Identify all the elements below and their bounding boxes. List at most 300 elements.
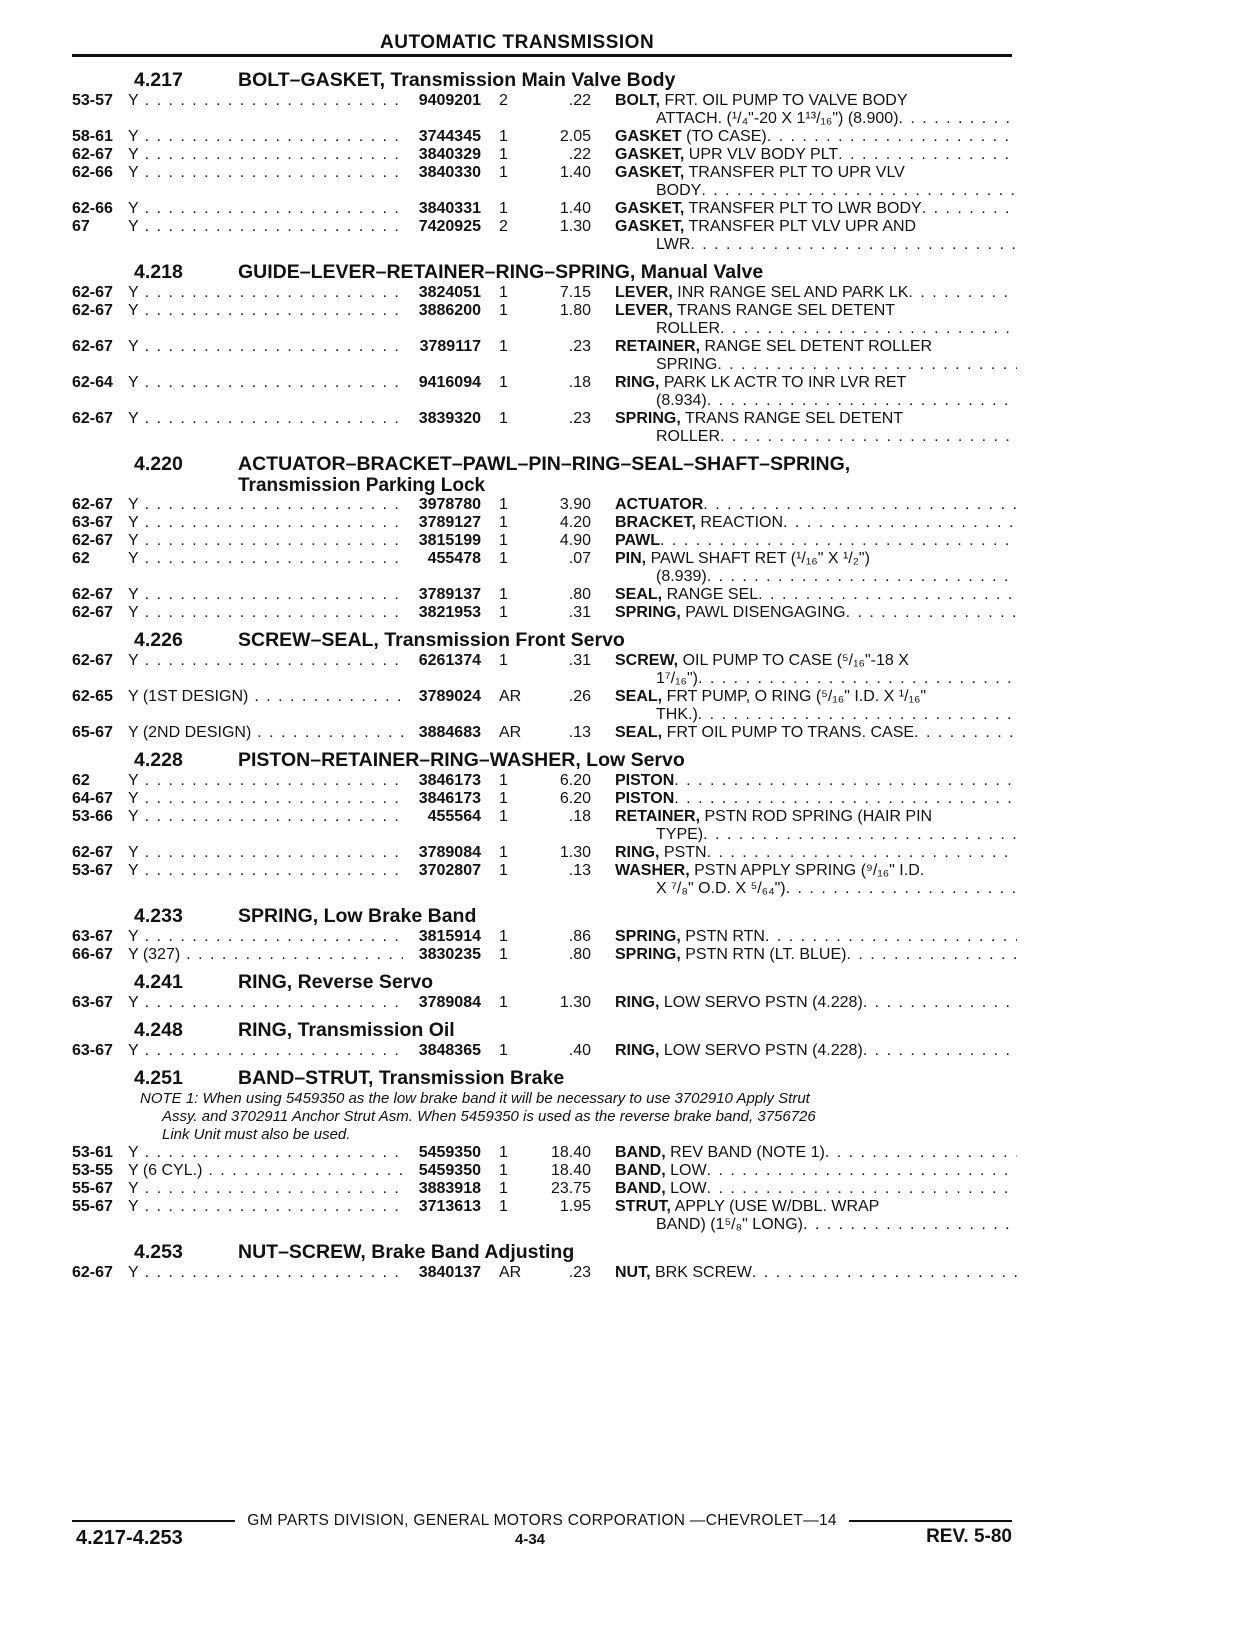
footer-revision: REV. 5-80 <box>926 1526 1012 1547</box>
part-description-text <box>615 994 863 1012</box>
dot-leader <box>698 670 1017 688</box>
quantity: 1 <box>499 302 508 319</box>
dot-leader <box>717 356 1017 374</box>
part-detail: FRT OIL PUMP TO TRANS. CASE <box>662 724 915 741</box>
part-row <box>72 724 1017 742</box>
section-title: SCREW–SEAL, Transmission Front Servo <box>238 629 625 651</box>
dot-leader <box>707 568 1017 586</box>
dot-leader <box>701 182 1017 200</box>
part-row <box>72 200 1017 218</box>
part-description <box>615 514 1017 532</box>
model-code-text: Y <box>128 862 139 879</box>
model-code <box>128 790 403 808</box>
quantity: 1 <box>499 146 508 163</box>
quantity: 2 <box>499 218 508 235</box>
dot-leader <box>145 92 403 110</box>
model-code-text: Y <box>128 928 139 945</box>
part-row-continuation <box>72 706 1017 724</box>
section <box>72 1019 1017 1064</box>
section-title: PISTON–RETAINER–RING–WASHER, Low Servo <box>238 749 685 771</box>
part-description-text <box>615 652 909 670</box>
section-title: BAND–STRUT, Transmission Brake <box>238 1067 565 1089</box>
price: 7.15 <box>559 284 591 301</box>
model-years: 62-64 <box>72 374 113 391</box>
section <box>72 971 1017 1016</box>
price: 1.95 <box>559 1198 591 1215</box>
part-row <box>72 1180 1017 1198</box>
part-number: 3840329 <box>418 146 481 163</box>
dot-leader <box>145 844 403 862</box>
section-heading <box>72 261 1017 284</box>
part-row <box>72 374 1017 392</box>
part-description <box>615 218 1017 236</box>
model-code <box>128 550 403 568</box>
part-name: GASKET, <box>615 164 685 181</box>
part-row <box>72 928 1017 946</box>
dot-leader <box>145 1144 403 1162</box>
part-number: 3830235 <box>418 946 481 963</box>
dot-leader <box>707 1180 1017 1198</box>
model-code-text: Y <box>128 164 139 181</box>
continued-text: BAND) (1⁵/₈" LONG) <box>656 1216 803 1233</box>
price: 2.05 <box>559 128 591 145</box>
model-years: 58-61 <box>72 128 113 145</box>
part-number: 3744345 <box>418 128 481 145</box>
section-number: 4.251 <box>134 1067 183 1089</box>
model-code-text: Y <box>128 1144 139 1161</box>
model-code <box>128 1180 403 1198</box>
model-code <box>128 128 403 146</box>
part-number: 3821953 <box>418 604 481 621</box>
quantity: 1 <box>499 532 508 549</box>
section-title: NUT–SCREW, Brake Band Adjusting <box>238 1241 575 1263</box>
part-detail: PSTN RTN (LT. BLUE) <box>680 946 847 963</box>
quantity: AR <box>499 688 522 705</box>
dot-leader <box>145 164 403 182</box>
price: 4.20 <box>559 514 591 531</box>
price: .13 <box>568 724 591 741</box>
section-heading <box>72 1241 1017 1264</box>
model-code <box>128 724 403 742</box>
model-years: 62-67 <box>72 410 113 427</box>
dot-leader <box>145 146 403 164</box>
note-line: Assy. and 3702911 Anchor Strut Asm. When 5459350 is used as the reverse brake band, 3756726 <box>162 1108 816 1125</box>
part-number: 3840330 <box>418 164 481 181</box>
model-years: 53-61 <box>72 1144 113 1161</box>
section-number: 4.218 <box>134 261 183 283</box>
dot-leader <box>922 200 1017 218</box>
section-number: 4.253 <box>134 1241 183 1263</box>
model-years: 62-67 <box>72 284 113 301</box>
indent <box>72 568 646 586</box>
price: 4.90 <box>559 532 591 549</box>
part-name: RING, <box>615 1042 660 1059</box>
section-heading <box>72 1019 1017 1042</box>
section-number: 4.226 <box>134 629 183 651</box>
dot-leader <box>254 688 403 706</box>
part-detail: FRT PUMP, O RING (⁵/₁₆" I.D. X ¹/₁₆" <box>662 688 927 705</box>
part-number: 455478 <box>427 550 481 567</box>
part-detail: TRANSFER PLT VLV UPR AND <box>684 218 917 235</box>
continued-text: ROLLER <box>656 320 721 337</box>
quantity: 1 <box>499 514 508 531</box>
part-description <box>615 92 1017 110</box>
dot-leader <box>707 1162 1017 1180</box>
parts-list <box>72 66 1017 1286</box>
part-name: PAWL <box>615 532 661 549</box>
part-row-continuation <box>72 1216 1017 1234</box>
part-number: 3848365 <box>418 1042 481 1059</box>
part-description-text <box>615 1144 825 1162</box>
quantity: 1 <box>499 652 508 669</box>
part-row <box>72 128 1017 146</box>
indent <box>72 670 646 688</box>
note-line: Link Unit must also be used. <box>162 1126 351 1143</box>
model-code <box>128 994 403 1012</box>
quantity: 1 <box>499 844 508 861</box>
price: 23.75 <box>550 1180 591 1197</box>
model-code-text: Y <box>128 128 139 145</box>
model-years: 55-67 <box>72 1198 113 1215</box>
model-code <box>128 338 403 356</box>
price: .23 <box>568 410 591 427</box>
section-heading <box>72 905 1017 928</box>
dot-leader <box>257 724 403 742</box>
quantity: 1 <box>499 604 508 621</box>
part-row <box>72 1162 1017 1180</box>
part-row <box>72 1264 1017 1282</box>
model-code <box>128 1264 403 1282</box>
model-code-text: Y <box>128 1042 139 1059</box>
part-row <box>72 146 1017 164</box>
section-gap <box>72 254 1017 258</box>
part-row <box>72 284 1017 302</box>
part-name: BAND, <box>615 1144 666 1161</box>
quantity: 1 <box>499 164 508 181</box>
part-name: RING, <box>615 374 660 391</box>
continued-text: 1⁷/₁₆") <box>656 670 698 687</box>
dot-leader <box>145 994 403 1012</box>
part-description-continued <box>646 392 1017 410</box>
part-detail: TRANS RANGE SEL DETENT <box>680 410 904 427</box>
indent <box>72 706 646 724</box>
model-code <box>128 604 403 622</box>
part-name: STRUT, <box>615 1198 671 1215</box>
dot-leader <box>145 1042 403 1060</box>
model-code <box>128 496 403 514</box>
part-description-continued <box>646 236 1017 254</box>
part-description-text <box>615 128 767 146</box>
model-years: 62-67 <box>72 146 113 163</box>
dot-leader <box>145 496 403 514</box>
dot-leader <box>803 1216 1017 1234</box>
part-description-text <box>615 374 906 392</box>
dot-leader <box>660 532 1017 550</box>
model-code <box>128 808 403 826</box>
model-years: 62-67 <box>72 604 113 621</box>
section-title: RING, Reverse Servo <box>238 971 434 993</box>
quantity: 1 <box>499 994 508 1011</box>
model-years: 63-67 <box>72 1042 113 1059</box>
part-number: 455564 <box>427 808 481 825</box>
part-row-continuation <box>72 392 1017 410</box>
indent <box>72 356 646 374</box>
model-code-text: Y (1ST DESIGN) <box>128 688 249 705</box>
model-code-text: Y <box>128 604 139 621</box>
part-description-text <box>615 586 758 604</box>
footer-publisher: GM PARTS DIVISION, GENERAL MOTORS CORPORATION —CHEVROLET—14 <box>247 1512 837 1529</box>
section-number: 4.233 <box>134 905 183 927</box>
section-heading <box>72 629 1017 652</box>
indent <box>72 880 646 898</box>
part-description-text <box>615 410 903 428</box>
model-code-text: Y <box>128 652 139 669</box>
indent <box>72 1216 646 1234</box>
price: 1.40 <box>559 200 591 217</box>
part-description-text <box>615 604 846 622</box>
quantity: 1 <box>499 374 508 391</box>
quantity: 1 <box>499 586 508 603</box>
part-description-text <box>615 928 765 946</box>
model-code-text: Y <box>128 844 139 861</box>
dot-leader <box>690 236 1017 254</box>
part-description <box>615 844 1017 862</box>
part-number: 3978780 <box>418 496 481 513</box>
price: .23 <box>568 338 591 355</box>
part-description <box>615 374 1017 392</box>
indent <box>72 182 646 200</box>
part-name: PISTON <box>615 790 675 807</box>
model-years: 62-66 <box>72 164 113 181</box>
part-number: 3839320 <box>418 410 481 427</box>
model-code-text: Y (6 CYL.) <box>128 1162 203 1179</box>
model-code-text: Y <box>128 532 139 549</box>
section-title: ACTUATOR–BRACKET–PAWL–PIN–RING–SEAL–SHAFT–SPRING, <box>238 453 851 475</box>
part-description-text <box>615 550 870 568</box>
quantity: 1 <box>499 1162 508 1179</box>
dot-leader <box>145 200 403 218</box>
part-row-continuation <box>72 356 1017 374</box>
price: 1.30 <box>559 994 591 1011</box>
model-code <box>128 146 403 164</box>
part-description-text <box>615 1264 752 1282</box>
part-description <box>615 1162 1017 1180</box>
part-description <box>615 946 1017 964</box>
continued-text: BODY <box>656 182 702 199</box>
dot-leader <box>707 844 1017 862</box>
continued-text: SPRING <box>656 356 718 373</box>
part-description-text <box>615 772 674 790</box>
part-description-text <box>615 946 846 964</box>
part-number: 3884683 <box>418 724 481 741</box>
part-description <box>615 808 1017 826</box>
section-gap <box>72 1012 1017 1016</box>
part-detail: FRT. OIL PUMP TO VALVE BODY <box>660 92 908 109</box>
part-number: 3824051 <box>418 284 481 301</box>
dot-leader <box>914 724 1017 742</box>
price: .31 <box>568 604 591 621</box>
part-description-text <box>615 146 838 164</box>
model-code <box>128 1042 403 1060</box>
section <box>72 453 1017 626</box>
dot-leader <box>145 862 403 880</box>
section-title: RING, Transmission Oil <box>238 1019 455 1041</box>
part-description <box>615 128 1017 146</box>
dot-leader <box>145 1198 403 1216</box>
quantity: AR <box>499 1264 522 1281</box>
section <box>72 1241 1017 1286</box>
model-code-text: Y <box>128 790 139 807</box>
part-description <box>615 496 1017 514</box>
model-years: 64-67 <box>72 790 113 807</box>
section-number: 4.228 <box>134 749 183 771</box>
model-code <box>128 410 403 428</box>
part-detail: REACTION <box>695 514 784 531</box>
part-name: SPRING, <box>615 946 681 963</box>
dot-leader <box>208 1162 403 1180</box>
part-row-continuation <box>72 880 1017 898</box>
part-name: SCREW, <box>615 652 679 669</box>
part-name: WASHER, <box>615 862 690 879</box>
part-name: SEAL, <box>615 586 663 603</box>
part-description-text <box>615 218 916 236</box>
dot-leader <box>145 1264 403 1282</box>
model-code <box>128 284 403 302</box>
part-number: 9416094 <box>418 374 481 391</box>
part-description <box>615 532 1017 550</box>
part-description-continued <box>646 1216 1017 1234</box>
part-detail: TRANS RANGE SEL DETENT <box>672 302 896 319</box>
part-description <box>615 284 1017 302</box>
quantity: 1 <box>499 946 508 963</box>
section-number: 4.241 <box>134 971 183 993</box>
part-detail: PSTN RTN <box>680 928 765 945</box>
part-detail: BRK SCREW <box>650 1264 752 1281</box>
model-code <box>128 652 403 670</box>
quantity: 1 <box>499 790 508 807</box>
part-description-continued <box>646 320 1017 338</box>
quantity: 1 <box>499 1144 508 1161</box>
part-number: 3815199 <box>418 532 481 549</box>
part-description-continued <box>646 428 1017 446</box>
dot-leader <box>863 1042 1017 1060</box>
part-detail: TRANSFER PLT TO LWR BODY <box>684 200 922 217</box>
model-years: 63-67 <box>72 514 113 531</box>
part-number: 3846173 <box>418 772 481 789</box>
part-description <box>615 410 1017 428</box>
part-detail: TRANSFER PLT TO UPR VLV <box>684 164 905 181</box>
dot-leader <box>863 994 1017 1012</box>
part-description-text <box>615 92 908 110</box>
model-code <box>128 302 403 320</box>
part-description-continued <box>646 568 1017 586</box>
model-years: 62-67 <box>72 586 113 603</box>
part-description-continued <box>646 826 1017 844</box>
dot-leader <box>145 374 403 392</box>
quantity: 1 <box>499 1198 508 1215</box>
part-detail: UPR VLV BODY PLT <box>684 146 839 163</box>
price: .22 <box>568 146 591 163</box>
part-name: BOLT, <box>615 92 661 109</box>
part-number: 3886200 <box>418 302 481 319</box>
model-code-text: Y <box>128 218 139 235</box>
part-description <box>615 550 1017 568</box>
dot-leader <box>145 550 403 568</box>
part-row <box>72 514 1017 532</box>
dot-leader <box>765 928 1017 946</box>
part-name: SEAL, <box>615 724 663 741</box>
part-description-continued <box>646 182 1017 200</box>
part-description <box>615 1198 1017 1216</box>
price: .40 <box>568 1042 591 1059</box>
quantity: 1 <box>499 808 508 825</box>
quantity: 2 <box>499 92 508 109</box>
section-gap <box>72 898 1017 902</box>
part-name: BAND, <box>615 1180 666 1197</box>
dot-leader <box>825 1144 1017 1162</box>
quantity: 1 <box>499 1180 508 1197</box>
part-name: SPRING, <box>615 604 681 621</box>
section-gap <box>72 1060 1017 1064</box>
part-row <box>72 1144 1017 1162</box>
quantity: AR <box>499 724 522 741</box>
part-name: BAND, <box>615 1162 666 1179</box>
part-detail: PSTN APPLY SPRING (⁹/₁₆" I.D. <box>689 862 925 879</box>
model-code-text: Y <box>128 514 139 531</box>
model-years: 55-67 <box>72 1180 113 1197</box>
model-code-text: Y <box>128 496 139 513</box>
part-row <box>72 164 1017 182</box>
model-years: 62 <box>72 772 90 789</box>
model-years: 67 <box>72 218 90 235</box>
dot-leader <box>145 284 403 302</box>
dot-leader <box>145 532 403 550</box>
model-code-text: Y <box>128 772 139 789</box>
model-years: 62-67 <box>72 652 113 669</box>
part-detail: LOW SERVO PSTN (4.228) <box>659 1042 863 1059</box>
price: .22 <box>568 92 591 109</box>
part-name: GASKET, <box>615 146 685 163</box>
model-code-text: Y (327) <box>128 946 181 963</box>
quantity: 1 <box>499 410 508 427</box>
part-number: 3713613 <box>418 1198 481 1215</box>
part-row <box>72 808 1017 826</box>
part-detail: RANGE SEL DETENT ROLLER <box>700 338 933 355</box>
price: .31 <box>568 652 591 669</box>
part-description-continued <box>646 110 1017 128</box>
part-row-continuation <box>72 826 1017 844</box>
part-row-continuation <box>72 568 1017 586</box>
dot-leader <box>707 392 1017 410</box>
model-code-text: Y <box>128 808 139 825</box>
section <box>72 261 1017 450</box>
part-detail: RANGE SEL <box>662 586 759 603</box>
indent <box>72 826 646 844</box>
part-detail: APPLY (USE W/DBL. WRAP <box>671 1198 880 1215</box>
dot-leader <box>674 772 1017 790</box>
part-row-continuation <box>72 428 1017 446</box>
part-description-text <box>615 532 660 550</box>
part-name: LEVER, <box>615 302 673 319</box>
part-number: 3840137 <box>418 1264 481 1281</box>
dot-leader <box>145 218 403 236</box>
footer-rule-right <box>849 1520 1012 1522</box>
section-subtitle: Transmission Parking Lock <box>238 475 486 496</box>
model-code-text: Y <box>128 586 139 603</box>
section-heading <box>72 971 1017 994</box>
dot-leader <box>145 514 403 532</box>
part-name: RETAINER, <box>615 338 701 355</box>
